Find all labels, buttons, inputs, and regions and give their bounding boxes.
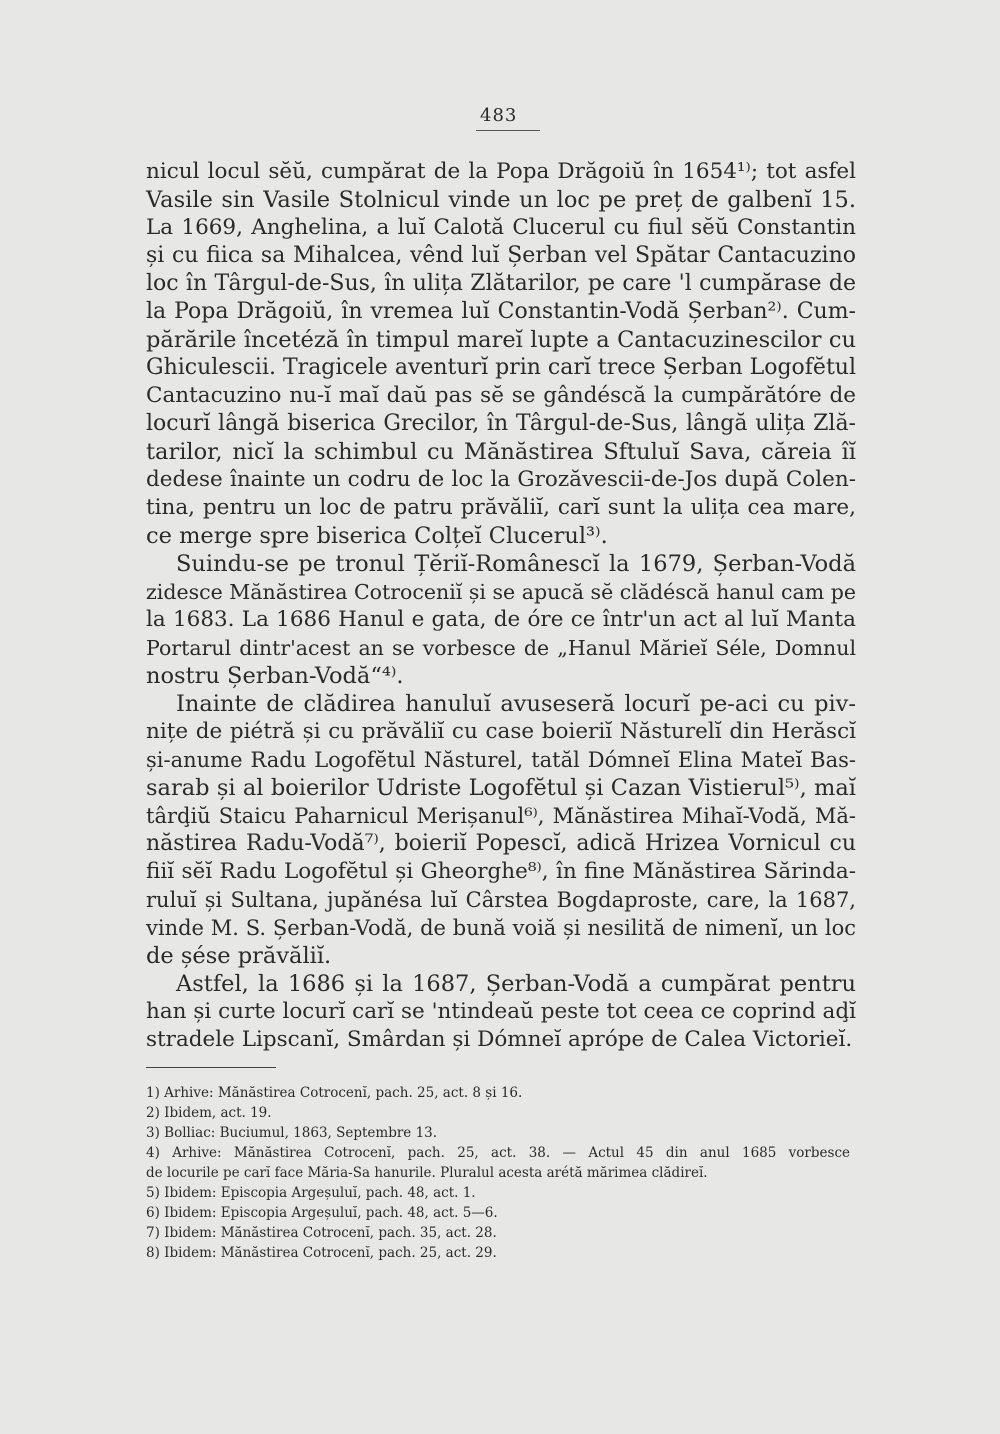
footnote: 6) Ibidem: Episcopia Argeșuluĭ, pach. 48, act. 5—6.	[146, 1205, 498, 1221]
text-line: târḑiŭ Staicu Paharnicul Merișanul⁶⁾, Mănăstirea Mihaĭ-Vodă, Mă-	[146, 804, 856, 828]
footnote: 8) Ibidem: Mănăstirea Cotrocenĭ, pach. 25, act. 29.	[146, 1245, 497, 1261]
footnote: 3) Bolliac: Buciumul, 1863, Septembre 13.	[146, 1125, 438, 1141]
text-line: năstirea Radu-Vodă⁷⁾, boieriĭ Popescĭ, adică Hrizea Vornicul cu	[146, 831, 856, 856]
text-line: Vasile sin Vasile Stolnicul vinde un loc pe preț de galbenĭ 15.	[146, 187, 856, 213]
text-line: tina, pentru un loc de patru prăvăliĭ, carĭ sunt la ulița cea mare,	[146, 495, 856, 520]
text-line: la Popa Drăgoiŭ, în vremea luĭ Constantin-Vodă Șerban²⁾. Cum-	[146, 299, 856, 324]
text-line: și cu fiica sa Mihalcea, vênd luĭ Șerban vel Spătar Cantacuzino	[146, 243, 856, 268]
text-line: nițe de piétră și cu prăvăliĭ cu case boieriĭ Năsturelĭ din Herăscĭ	[146, 719, 856, 744]
text-line: la 1683. La 1686 Hanul e gata, de óre ce într'un act al luĭ Manta	[146, 607, 856, 632]
text-line: Astfel, la 1686 și la 1687, Șerban-Vodă a cumpărat pentru	[176, 971, 856, 997]
footnote: 7) Ibidem: Mănăstirea Cotrocenĭ, pach. 35, act. 28.	[146, 1225, 497, 1241]
text-line: tarilor, nicĭ la schimbul cu Mănăstirea Sftuluĭ Sava, căreia îĭ	[146, 439, 856, 465]
text-line: zidesce Mănăstirea Cotroceniĭ și se apucă sĕ clădéscă hanul cam pe	[146, 580, 856, 604]
text-line: Suindu-se pe tronul Țĕriĭ-Românescĭ la 1679, Șerban-Vodă	[176, 551, 856, 577]
text-line: sarab și al boierilor Udriste Logofĕtul și Cazan Vistierul⁵⁾, maĭ	[146, 775, 856, 801]
text-line: Cantacuzino nu-ĭ maĭ daŭ pas sĕ se gândéscă la cumpărătóre de	[146, 383, 856, 408]
text-line: han și curte locurĭ carĭ se 'ntindeaŭ peste tot ceea ce coprind aḑĭ	[146, 999, 857, 1024]
text-line: stradele Lipscanĭ, Smârdan și Dómneĭ aprópe de Calea Victorieĭ.	[146, 1027, 853, 1052]
text-line: fiiĭ sĕĭ Radu Logofĕtul și Gheorghe⁸⁾, în fine Mănăstirea Sărinda-	[146, 859, 856, 884]
text-line: părările încetéză în timpul mareĭ lupte a Cantacuzinescilor cu	[146, 327, 856, 353]
page-number-rule	[476, 130, 540, 131]
text-line: dedese înainte un codru de loc la Grozăvescii-de-Jos după Colen-	[146, 467, 856, 492]
text-line: La 1669, Anghelina, a luĭ Calotă Clucerul cu fiul sĕŭ Constantin	[146, 215, 856, 240]
text-line: Ghiculescii. Tragicele aventurĭ prin carĭ trece Șerban Logofĕtul	[146, 355, 856, 380]
text-line: nicul locul sĕŭ, cumpărat de la Popa Drăgoiŭ în 1654¹⁾; tot asfel	[146, 159, 856, 184]
text-line: Portarul dintr'acest an se vorbesce de „Hanul Măriеĭ Séle, Domnul	[146, 636, 856, 660]
text-line: locurĭ lângă biserica Grecilor, în Târgul-de-Sus, lângă ulița Zlă-	[146, 411, 856, 436]
text-line: ruluĭ și Sultana, jupănésa luĭ Cârstea Bogdaproste, care, la 1687,	[146, 888, 856, 912]
footnote: 2) Ibidem, act. 19.	[146, 1105, 272, 1121]
text-line: de șése prăvăliĭ.	[146, 943, 332, 969]
text-line: vinde M. S. Șerban-Vodă, de bună voiă și nesilită de nimenĭ, un loc	[146, 916, 856, 940]
text-line: ce merge spre biserica Colțeĭ Clucerul³⁾.	[146, 523, 608, 549]
footnote: 1) Arhive: Mănăstirea Cotrocenĭ, pach. 25, act. 8 și 16.	[146, 1085, 523, 1101]
footnote-continuation: de locurile pe carĭ face Măria-Sa hanurile. Pluralul acesta arétă mărimea clădireĭ.	[146, 1165, 708, 1181]
page-number: 483	[480, 105, 518, 126]
footnote-divider	[146, 1067, 276, 1068]
footnote: 5) Ibidem: Episcopia Argeșuluĭ, pach. 48, act. 1.	[146, 1185, 476, 1201]
text-line: și-anume Radu Logofĕtul Năsturel, tatăl Dómneĭ Elina Mateĭ Bas-	[146, 748, 856, 772]
footnote: 4) Arhive: Mănăstirea Cotrocenĭ, pach. 25, act. 38. — Actul 45 din anul 1685 vorbesce	[146, 1145, 850, 1161]
text-line: loc în Târgul-de-Sus, în ulița Zlătarilor, pe care 'l cumpărase de	[146, 271, 856, 296]
text-line: nostru Șerban-Vodă“⁴⁾.	[146, 663, 404, 689]
text-line: Inainte de clădirea hanuluĭ avuseseră locurĭ pe-aci cu piv-	[176, 691, 856, 717]
